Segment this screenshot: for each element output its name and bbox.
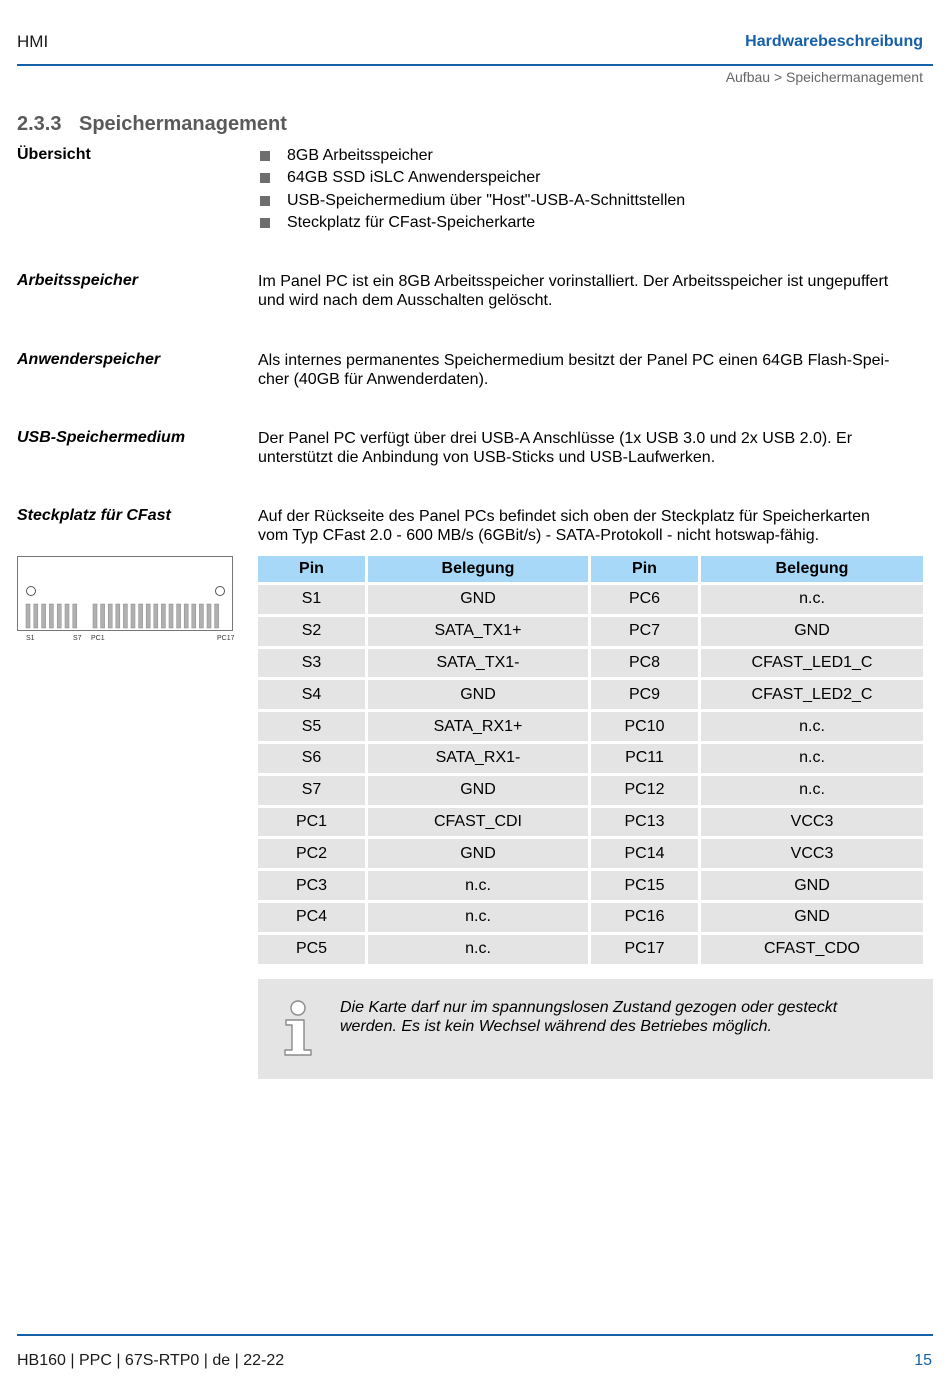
block-label-arbeitsspeicher: Arbeitsspeicher bbox=[17, 272, 138, 289]
power-pin-5 bbox=[123, 604, 127, 628]
table-cell: PC5 bbox=[258, 935, 365, 964]
table-row bbox=[258, 712, 923, 741]
table-cell: GND bbox=[701, 903, 923, 932]
table-row bbox=[258, 617, 923, 646]
power-pin-11 bbox=[169, 604, 173, 628]
section-heading bbox=[17, 113, 287, 136]
table-cell: GND bbox=[368, 839, 588, 868]
mounting-hole-icon bbox=[216, 587, 225, 596]
table-row bbox=[258, 585, 923, 614]
diagram-label-pc17: PC17 bbox=[217, 635, 235, 642]
table-cell: S6 bbox=[258, 744, 365, 773]
footer-doc-info: HB160 | PPC | 67S-RTP0 | de | 22-22 bbox=[17, 1352, 285, 1369]
table-row bbox=[258, 744, 923, 773]
table-cell: SATA_RX1- bbox=[368, 744, 588, 773]
table-cell: PC13 bbox=[591, 808, 698, 837]
signal-pin-2 bbox=[34, 604, 38, 628]
table-cell: PC3 bbox=[258, 871, 365, 900]
power-pin-15 bbox=[199, 604, 203, 628]
column-header: Pin bbox=[591, 556, 698, 582]
square-bullet-icon bbox=[260, 173, 270, 183]
header-chapter: Hardwarebeschreibung bbox=[745, 33, 923, 50]
table-cell: GND bbox=[368, 680, 588, 709]
table-header-row bbox=[258, 556, 923, 582]
table-cell: SATA_TX1- bbox=[368, 649, 588, 678]
table-row bbox=[258, 680, 923, 709]
pin-assignment-table bbox=[255, 553, 926, 967]
table-cell: PC7 bbox=[591, 617, 698, 646]
power-pin-2 bbox=[101, 604, 105, 628]
signal-pin-5 bbox=[57, 604, 61, 628]
table-cell: S5 bbox=[258, 712, 365, 741]
overview-list bbox=[258, 145, 685, 234]
power-pin-9 bbox=[154, 604, 158, 628]
power-pin-1 bbox=[93, 604, 97, 628]
block-text-usb: Der Panel PC verfügt über drei USB-A Anschlüsse (1x USB 3.0 und 2x USB 2.0). Er unterstützt die Anbindung von USB-Sticks und USB-Laufwerken. bbox=[258, 430, 853, 466]
info-icon bbox=[282, 999, 316, 1057]
square-bullet-icon bbox=[260, 151, 270, 161]
table-cell: n.c. bbox=[368, 903, 588, 932]
info-note bbox=[258, 979, 933, 1079]
table-cell: PC16 bbox=[591, 903, 698, 932]
table-row bbox=[258, 808, 923, 837]
block-text-anwenderspeicher: Als internes permanentes Speichermedium besitzt der Panel PC einen 64GB Flash-Spei- cher (40GB für Anwenderdaten). bbox=[258, 352, 890, 388]
table-row bbox=[258, 776, 923, 805]
table-row bbox=[258, 935, 923, 964]
signal-pin-7 bbox=[73, 604, 77, 628]
table-cell: n.c. bbox=[368, 935, 588, 964]
column-header: Pin bbox=[258, 556, 365, 582]
table-cell: PC17 bbox=[591, 935, 698, 964]
table-cell: VCC3 bbox=[701, 839, 923, 868]
table-cell: n.c. bbox=[701, 776, 923, 805]
table-cell: PC15 bbox=[591, 871, 698, 900]
table-cell: GND bbox=[701, 871, 923, 900]
square-bullet-icon bbox=[260, 196, 270, 206]
list-item: Steckplatz für CFast-Speicherkarte bbox=[258, 212, 685, 234]
list-item: 64GB SSD iSLC Anwenderspeicher bbox=[258, 167, 685, 189]
table-cell: SATA_TX1+ bbox=[368, 617, 588, 646]
table-cell: PC10 bbox=[591, 712, 698, 741]
table-cell: n.c. bbox=[701, 744, 923, 773]
table-row bbox=[258, 649, 923, 678]
power-pin-13 bbox=[184, 604, 188, 628]
power-pin-6 bbox=[131, 604, 135, 628]
list-item: 8GB Arbeitsspeicher bbox=[258, 145, 685, 167]
table-cell: S2 bbox=[258, 617, 365, 646]
section-title: Speichermanagement bbox=[79, 113, 287, 135]
mounting-hole-icon bbox=[27, 587, 36, 596]
table-cell: PC2 bbox=[258, 839, 365, 868]
overview-label: Übersicht bbox=[17, 146, 91, 163]
breadcrumb: Aufbau > Speichermanagement bbox=[725, 69, 923, 85]
signal-pin-3 bbox=[42, 604, 46, 628]
table-cell: GND bbox=[368, 776, 588, 805]
signal-pin-1 bbox=[26, 604, 30, 628]
table-cell: n.c. bbox=[701, 585, 923, 614]
block-label-anwenderspeicher: Anwenderspeicher bbox=[17, 351, 161, 368]
table-cell: S7 bbox=[258, 776, 365, 805]
power-pin-17 bbox=[215, 604, 219, 628]
column-header: Belegung bbox=[368, 556, 588, 582]
column-header: Belegung bbox=[701, 556, 923, 582]
table-cell: CFAST_CDI bbox=[368, 808, 588, 837]
header-divider bbox=[17, 64, 933, 66]
cfast-slot-diagram bbox=[17, 556, 237, 646]
table-cell: n.c. bbox=[701, 712, 923, 741]
table-cell: GND bbox=[701, 617, 923, 646]
table-cell: n.c. bbox=[368, 871, 588, 900]
table-row bbox=[258, 839, 923, 868]
power-pin-16 bbox=[207, 604, 211, 628]
table-cell: GND bbox=[368, 585, 588, 614]
square-bullet-icon bbox=[260, 218, 270, 228]
power-pin-7 bbox=[139, 604, 143, 628]
power-pin-12 bbox=[177, 604, 181, 628]
table-cell: SATA_RX1+ bbox=[368, 712, 588, 741]
table-cell: CFAST_CDO bbox=[701, 935, 923, 964]
table-cell: VCC3 bbox=[701, 808, 923, 837]
section-number: 2.3.3 bbox=[17, 113, 62, 135]
footer-divider bbox=[17, 1334, 933, 1336]
table-row bbox=[258, 871, 923, 900]
table-cell: PC4 bbox=[258, 903, 365, 932]
power-pin-10 bbox=[161, 604, 165, 628]
diagram-label-s7: S7 bbox=[73, 635, 82, 642]
power-pin-14 bbox=[192, 604, 196, 628]
power-pin-8 bbox=[146, 604, 150, 628]
table-cell: PC14 bbox=[591, 839, 698, 868]
header-product: HMI bbox=[17, 32, 49, 51]
signal-pin-4 bbox=[49, 604, 53, 628]
table-cell: CFAST_LED1_C bbox=[701, 649, 923, 678]
table-cell: PC1 bbox=[258, 808, 365, 837]
table-cell: CFAST_LED2_C bbox=[701, 680, 923, 709]
block-text-arbeitsspeicher: Im Panel PC ist ein 8GB Arbeitsspeicher vorinstalliert. Der Arbeitsspeicher ist ungepuffert und wird nach dem Ausschalten gelöscht. bbox=[258, 273, 889, 309]
diagram-label-s1: S1 bbox=[26, 635, 35, 642]
table-cell: PC9 bbox=[591, 680, 698, 709]
table-cell: S1 bbox=[258, 585, 365, 614]
page-number: 15 bbox=[914, 1352, 932, 1369]
list-item: USB-Speichermedium über "Host"-USB-A-Schnittstellen bbox=[258, 190, 685, 212]
table-cell: S3 bbox=[258, 649, 365, 678]
table-cell: S4 bbox=[258, 680, 365, 709]
block-label-cfast: Steckplatz für CFast bbox=[17, 507, 171, 524]
table-row bbox=[258, 903, 923, 932]
block-text-cfast: Auf der Rückseite des Panel PCs befindet sich oben der Steckplatz für Speicherkarten vom Typ CFast 2.0 - 600 MB/s (6GBit/s) - SATA-Protokoll - nicht hotswap-fähig. bbox=[258, 508, 870, 544]
power-pin-3 bbox=[108, 604, 112, 628]
power-pin-4 bbox=[116, 604, 120, 628]
table-cell: PC11 bbox=[591, 744, 698, 773]
table-cell: PC8 bbox=[591, 649, 698, 678]
table-cell: PC6 bbox=[591, 585, 698, 614]
table-cell: PC12 bbox=[591, 776, 698, 805]
note-text: Die Karte darf nur im spannungslosen Zustand gezogen oder gesteckt werden. Es ist kein Wechsel während des Betriebes möglich. bbox=[340, 999, 838, 1035]
diagram-label-pc1: PC1 bbox=[91, 635, 105, 642]
block-label-usb: USB-Speichermedium bbox=[17, 429, 186, 446]
signal-pin-6 bbox=[65, 604, 69, 628]
